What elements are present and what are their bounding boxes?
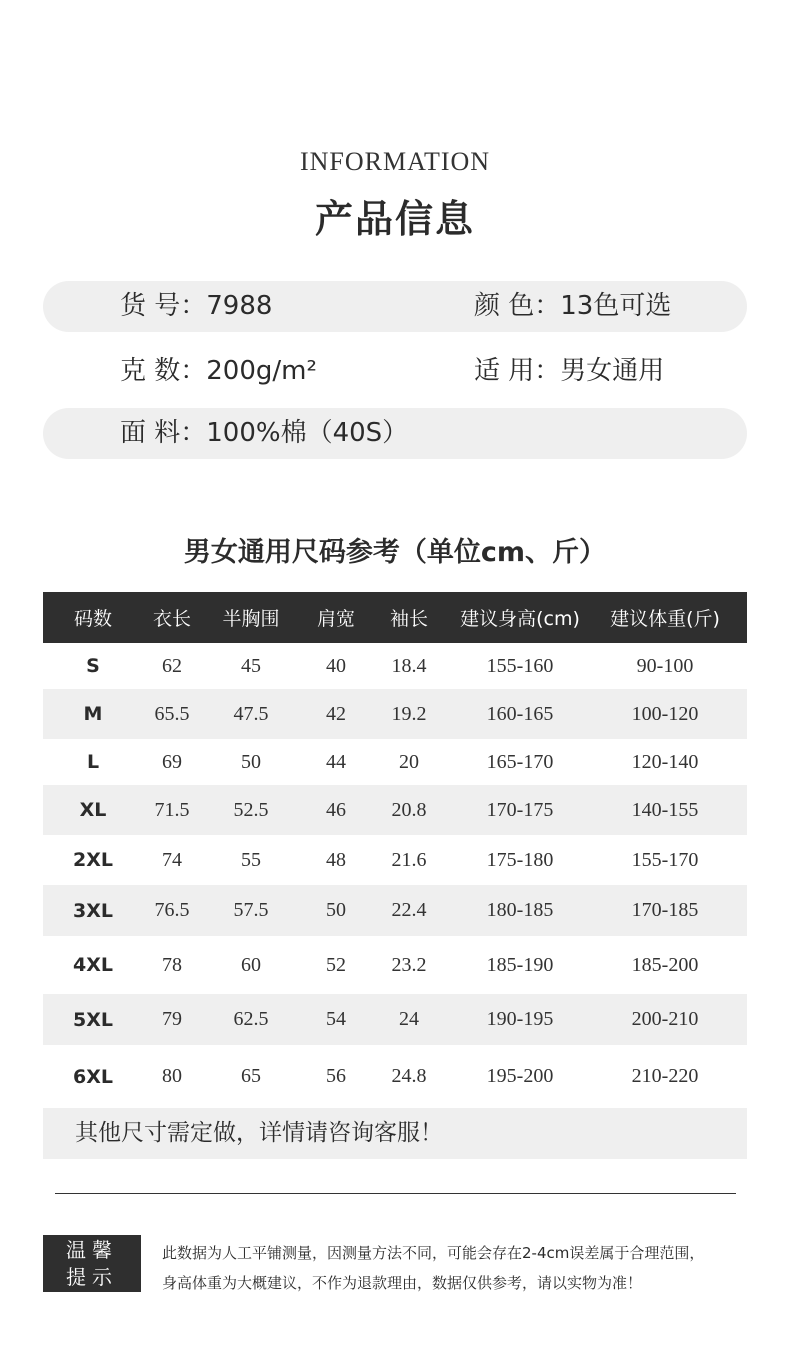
header-cell: 码数 [73,608,112,630]
header-cell: 衣长 [152,608,191,630]
table-header [43,592,747,643]
cell-weight: 100-120 [631,702,699,725]
cell-weight: 120-140 [631,750,699,773]
cell-half-chest: 45 [241,654,261,677]
cell-half-chest: 60 [241,953,261,976]
item-no-value: 7988 [206,291,273,321]
header-cell: 半胸围 [222,608,280,630]
cell-length: 74 [162,848,182,871]
tips-line-2: 身高体重为大概建议，不作为退款理由，数据仅供参考，请以实物为准！ [162,1274,643,1292]
table-row [43,835,747,885]
cell-height: 185-190 [486,953,554,976]
cell-half-chest: 47.5 [233,702,269,725]
cell-height: 155-160 [486,654,554,677]
header-cell: 建议身高(cm) [460,608,580,630]
cell-height: 165-170 [486,750,554,773]
cell-sleeve: 23.2 [391,953,427,976]
cell-shoulder: 56 [326,1065,346,1087]
cell-shoulder: 52 [326,953,346,976]
fabric-label: 面 料： [120,418,207,448]
cell-half-chest: 52.5 [233,798,269,821]
color [474,281,671,332]
custom-size-note: 其他尺寸需定做，详情请咨询客服！ [43,1108,747,1159]
tips-label-line2: 提示 [66,1265,118,1289]
cell-length: 69 [162,750,182,773]
info-row-2 [43,346,747,397]
cell-sleeve: 21.6 [391,848,427,871]
table-row [43,689,747,739]
cell-weight: 170-185 [631,899,699,921]
cell-shoulder: 40 [326,654,346,677]
size-chart-title: 男女通用尺码参考（单位cm、斤） [183,537,607,568]
cell-weight: 155-170 [631,848,699,871]
table-row [43,739,747,785]
tips-label [43,1235,141,1292]
fit [474,346,664,397]
cell-size: 2XL [73,849,113,871]
cell-height: 160-165 [486,702,554,725]
heading-english: INFORMATION [299,147,491,176]
cell-sleeve: 22.4 [391,899,427,921]
cell-weight: 185-200 [631,953,699,976]
cell-length: 65.5 [154,702,190,725]
size-table [43,592,747,1108]
cell-shoulder: 46 [326,798,346,821]
cell-length: 80 [162,1065,182,1087]
cell-shoulder: 50 [326,899,346,921]
cell-size: M [83,703,103,725]
cell-size: S [86,655,100,677]
weight-value: 200g/m² [206,356,317,386]
cell-half-chest: 57.5 [233,899,269,921]
cell-height: 180-185 [486,899,554,921]
cell-length: 76.5 [154,899,190,921]
cell-length: 79 [162,1008,182,1030]
table-row [43,785,747,835]
tips-line-1: 此数据为人工平铺测量，因测量方法不同，可能会存在2-4cm误差属于合理范围， [162,1244,705,1262]
cell-size: 5XL [73,1008,113,1031]
cell-size: 6XL [73,1065,113,1088]
cell-length: 78 [162,953,182,976]
cell-half-chest: 55 [241,848,261,871]
weight [120,346,317,397]
cell-height: 175-180 [486,848,554,871]
fit-label: 适 用： [474,356,561,386]
cell-weight: 90-100 [636,654,694,677]
tips-label-line1: 温馨 [66,1238,118,1262]
table-row [43,643,747,689]
cell-size: 3XL [73,899,113,922]
heading-chinese: 产品信息 [314,197,475,241]
fabric-value: 100%棉（40S） [206,418,409,448]
fit-value: 男女通用 [560,356,665,386]
cell-weight: 140-155 [631,798,699,821]
fabric [120,408,408,459]
cell-sleeve: 18.4 [391,654,427,677]
info-row-3 [43,408,747,459]
cell-shoulder: 48 [326,848,346,871]
cell-sleeve: 24 [399,1008,419,1030]
cell-size: 4XL [73,954,113,976]
cell-half-chest: 50 [241,750,261,773]
cell-size: L [86,751,100,773]
cell-half-chest: 65 [241,1065,261,1087]
cell-height: 170-175 [486,798,554,821]
table-row [43,885,747,936]
cell-sleeve: 24.8 [391,1065,427,1087]
cell-half-chest: 62.5 [233,1008,269,1030]
table-row [43,994,747,1045]
cell-size: XL [79,799,107,821]
table-row [43,936,747,994]
header-cell: 袖长 [389,608,428,630]
cell-sleeve: 20 [399,750,419,773]
cell-shoulder: 54 [326,1008,346,1030]
item-no-label: 货 号： [120,291,207,321]
cell-shoulder: 42 [326,702,346,725]
cell-shoulder: 44 [326,750,346,773]
cell-length: 71.5 [154,798,190,821]
cell-sleeve: 19.2 [391,702,427,725]
item-no [120,281,272,332]
cell-height: 195-200 [486,1065,554,1087]
color-value: 13色可选 [560,291,672,321]
color-label: 颜 色： [474,291,561,321]
cell-weight: 200-210 [631,1008,699,1030]
header-cell: 肩宽 [316,608,355,630]
cell-height: 190-195 [486,1008,554,1030]
weight-label: 克 数： [120,356,207,386]
tips-text [162,1238,762,1298]
divider [55,1193,736,1194]
cell-sleeve: 20.8 [391,798,427,821]
cell-weight: 210-220 [631,1065,699,1087]
cell-length: 62 [162,654,182,677]
info-row-1 [43,281,747,332]
header-cell: 建议体重(斤) [610,608,720,630]
table-row [43,1045,747,1108]
